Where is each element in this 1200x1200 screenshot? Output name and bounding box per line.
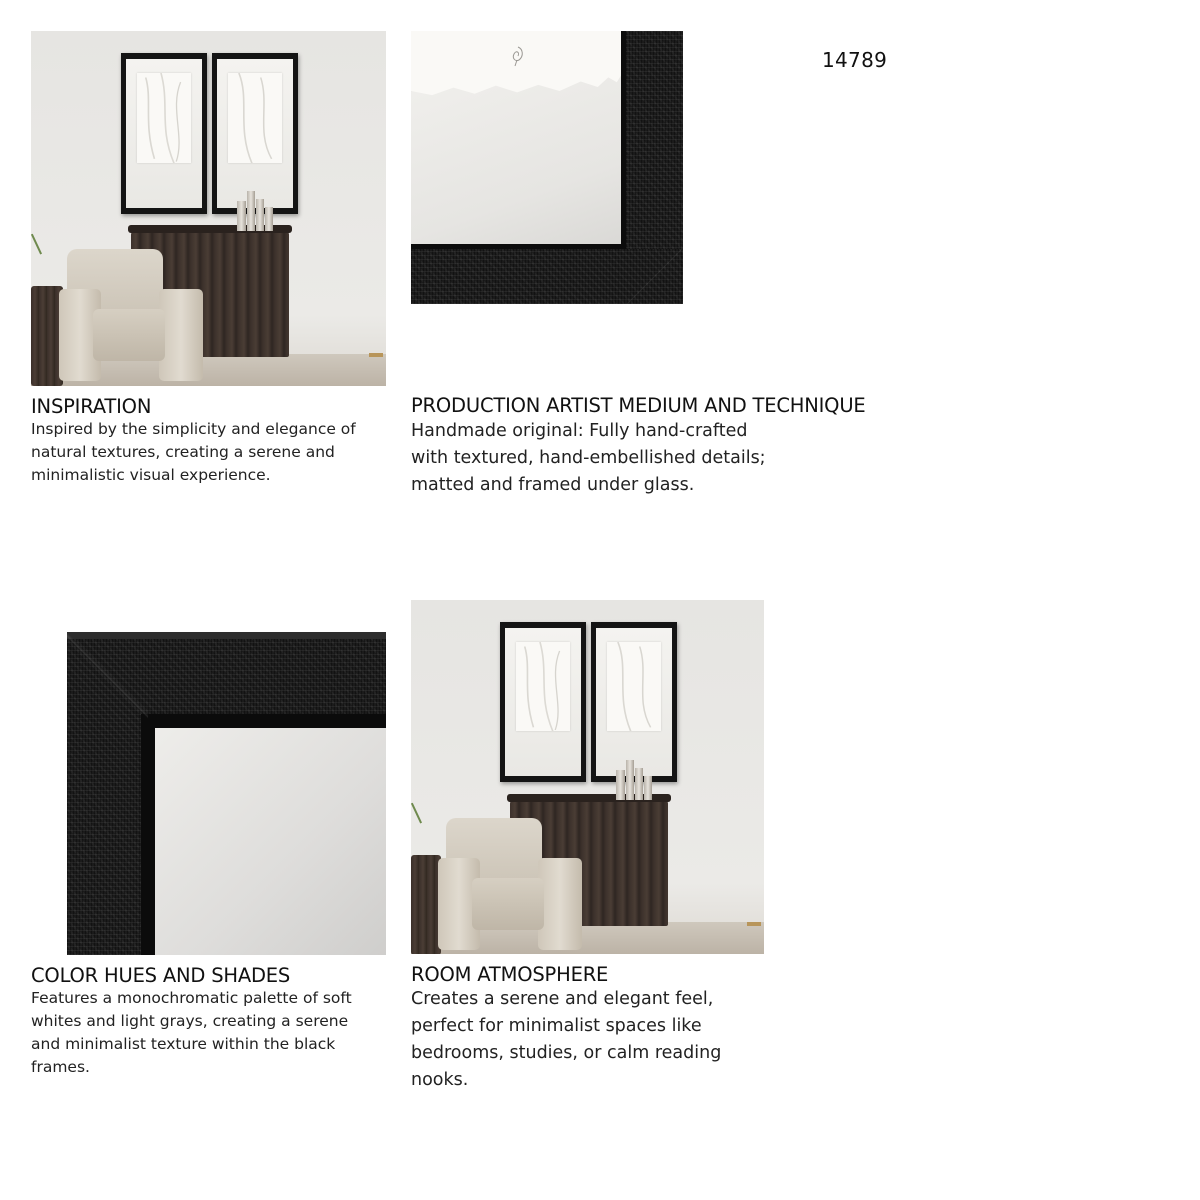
section-body-inspiration: Inspired by the simplicity and elegance of natural textures, creating a serene and minimalistic visual experience. (31, 420, 356, 484)
product-code: 14789 (822, 48, 888, 72)
section-heading-inspiration: INSPIRATION (31, 395, 152, 418)
section-heading-color: COLOR HUES AND SHADES (31, 964, 291, 987)
frame-corner-closeup-photo (411, 31, 683, 304)
framed-artwork-left (500, 622, 586, 782)
frame-texture-closeup-photo (31, 600, 386, 955)
section-heading-room: ROOM ATMOSPHERE (411, 963, 609, 986)
framed-artwork-left (121, 53, 207, 214)
room-scene-photo (31, 31, 386, 386)
section-body-production: Handmade original: Fully hand-crafted with textured, hand-embellished details; matted and framed under glass. (411, 421, 766, 495)
section-heading-production: PRODUCTION ARTIST MEDIUM AND TECHNIQUE (411, 394, 866, 417)
section-body-room: Creates a serene and elegant feel, perfect for minimalist spaces like bedrooms, studies, or calm reading nooks. (411, 989, 722, 1090)
framed-artwork-right (591, 622, 677, 782)
section-body-color: Features a monochromatic palette of soft whites and light grays, creating a serene and minimalist texture within the black frames. (31, 989, 352, 1076)
framed-artwork-right (212, 53, 298, 214)
room-scene-photo-2 (411, 600, 764, 954)
